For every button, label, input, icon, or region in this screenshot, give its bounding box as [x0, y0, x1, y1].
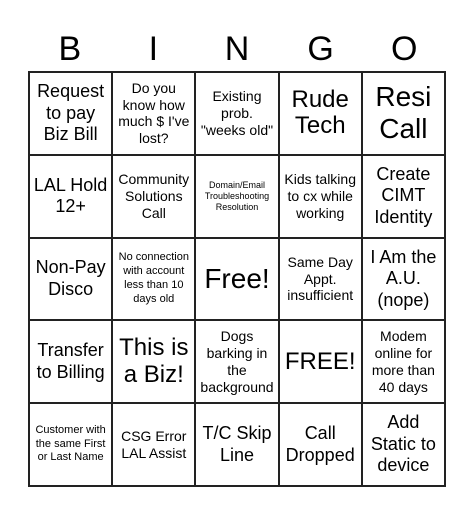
cell-text: FREE!: [284, 347, 356, 375]
cell-text: Call Dropped: [285, 423, 355, 465]
cell-text: Request to pay Biz Bill: [37, 81, 105, 145]
bingo-cell[interactable]: [112, 155, 195, 238]
header-letter-i: I: [148, 30, 159, 68]
bingo-cell[interactable]: [112, 403, 195, 486]
cell-text: This is a Biz!: [119, 334, 189, 388]
cell-text: Do you know how much $ I've lost?: [118, 79, 190, 147]
cell-text: LAL Hold 12+: [33, 174, 108, 217]
cell-text: Existing prob. "weeks old": [200, 88, 274, 138]
cell-text: Transfer to Billing: [36, 340, 105, 382]
cell-text: Customer with the same First or Last Name: [35, 423, 106, 464]
cell-text: T/C Skip Line: [202, 423, 272, 465]
bingo-cell[interactable]: [362, 155, 445, 238]
bingo-cell[interactable]: [195, 320, 278, 403]
bingo-cell[interactable]: [362, 238, 445, 321]
bingo-cell[interactable]: [29, 238, 112, 321]
cell-text: Same Day Appt. insufficient: [287, 253, 354, 304]
header-letter-o: O: [390, 30, 418, 68]
bingo-cell[interactable]: [279, 155, 362, 238]
header-letter-g: G: [307, 30, 334, 68]
bingo-cell[interactable]: [29, 72, 112, 155]
cell-text: I Am the A.U. (nope): [370, 246, 437, 310]
bingo-cell[interactable]: [29, 320, 112, 403]
bingo-cell[interactable]: [112, 238, 195, 321]
bingo-cell[interactable]: [29, 155, 112, 238]
cell-text: Domain/Email Troubleshooting Resolution: [204, 180, 270, 212]
cell-text: Dogs barking in the background: [200, 328, 274, 395]
free-space-cell[interactable]: [195, 238, 278, 321]
cell-text: CSG Error LAL Assist: [121, 427, 187, 461]
cell-text: Add Static to device: [370, 412, 436, 476]
bingo-cell[interactable]: [362, 72, 445, 155]
bingo-cell[interactable]: [279, 320, 362, 403]
header-letter-n: N: [224, 30, 250, 68]
cell-text: Kids talking to cx while working: [284, 171, 356, 221]
bingo-cell[interactable]: [362, 403, 445, 486]
cell-text: Rude Tech: [291, 86, 349, 140]
cell-text: Modem online for more than 40 days: [371, 328, 435, 395]
bingo-header: [28, 28, 446, 70]
free-space-label: Free!: [204, 262, 270, 294]
bingo-cell[interactable]: [195, 155, 278, 238]
bingo-cell[interactable]: [279, 238, 362, 321]
cell-text: Resi Call: [375, 81, 432, 145]
cell-text: Create CIMT Identity: [374, 163, 433, 227]
header-letter-b: B: [58, 30, 82, 68]
cell-text: Community Solutions Call: [118, 171, 190, 221]
bingo-cell[interactable]: [112, 72, 195, 155]
cell-text: Non-Pay Disco: [35, 257, 106, 299]
bingo-cell[interactable]: [112, 320, 195, 403]
bingo-cell[interactable]: [29, 403, 112, 486]
cell-text: No connection with account less than 10 days old: [118, 251, 189, 305]
bingo-cell[interactable]: [362, 320, 445, 403]
bingo-cell[interactable]: [279, 403, 362, 486]
bingo-cell[interactable]: [195, 403, 278, 486]
bingo-card-grid: [28, 71, 446, 487]
bingo-cell[interactable]: [195, 72, 278, 155]
bingo-cell[interactable]: [279, 72, 362, 155]
